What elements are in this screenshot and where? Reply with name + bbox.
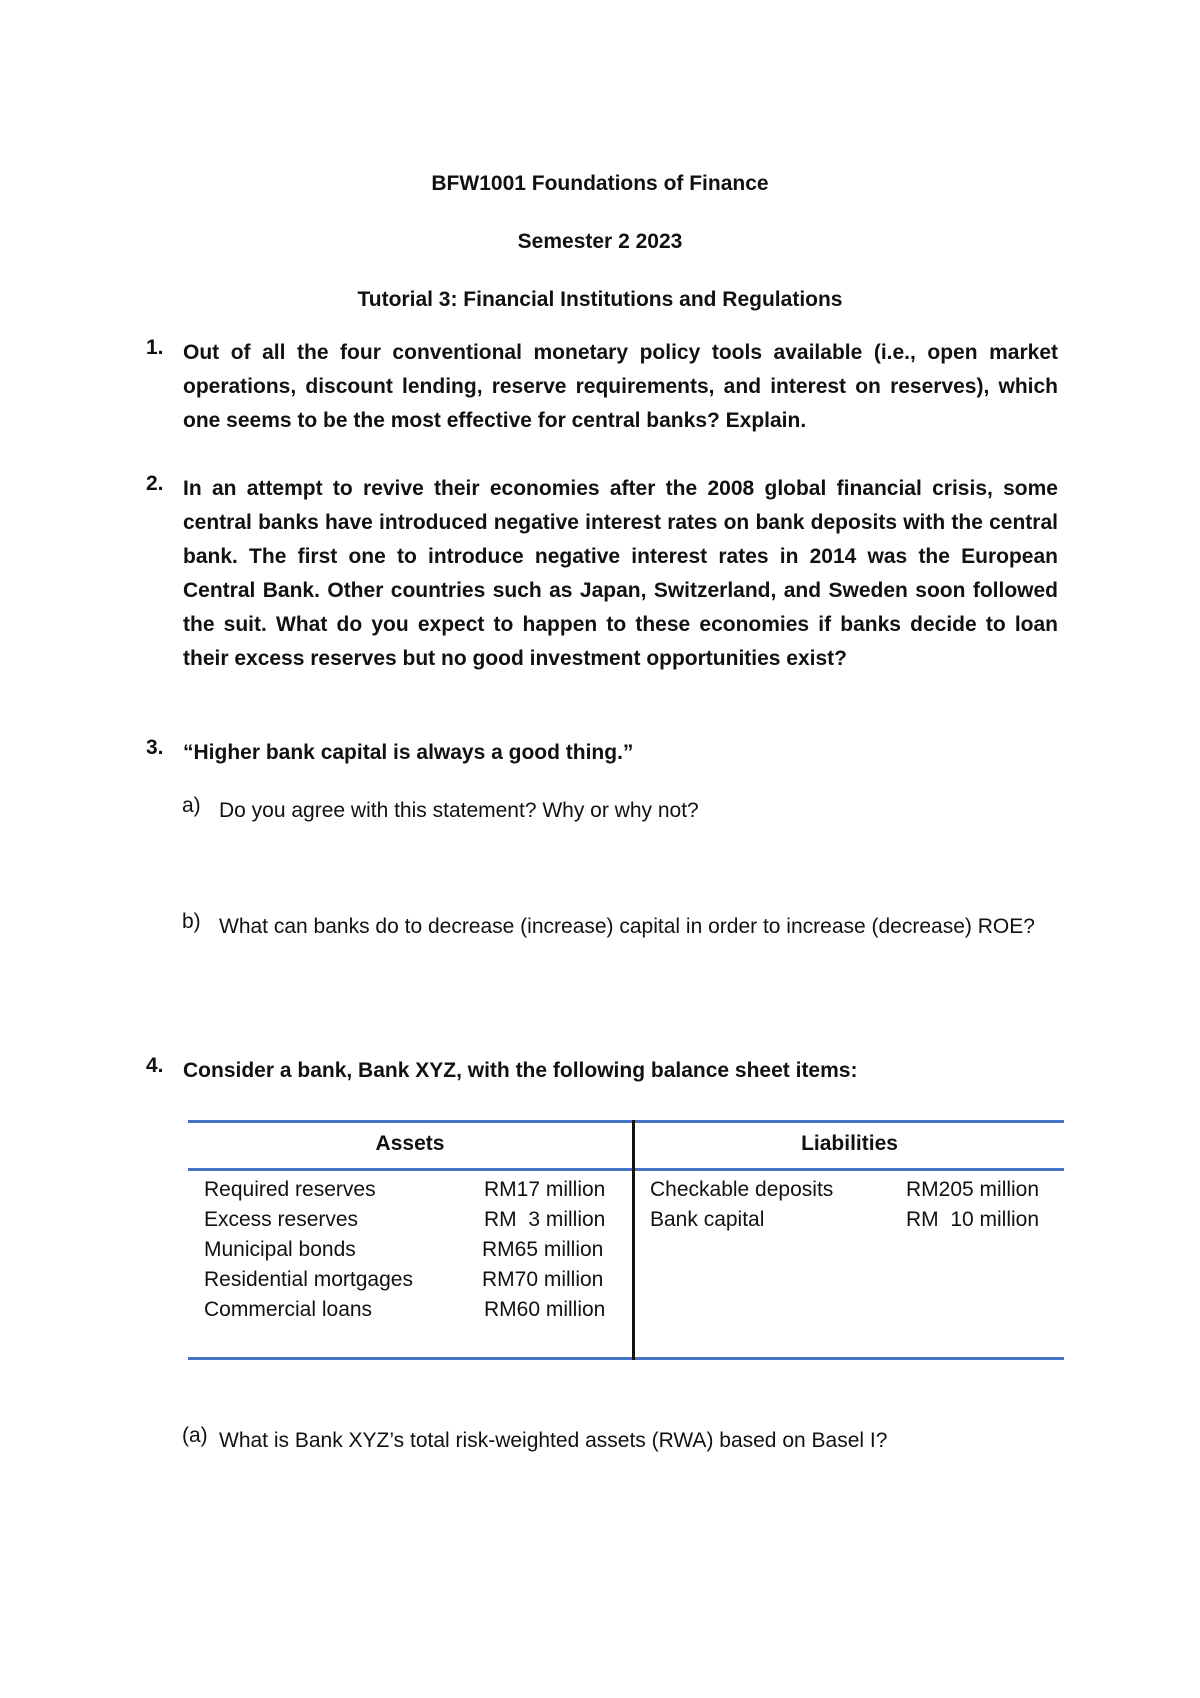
question-4a bbox=[182, 1424, 1058, 1458]
question-3b bbox=[182, 910, 1058, 944]
asset-value: RM65 million bbox=[482, 1238, 604, 1261]
table-bottom-rule bbox=[188, 1357, 1064, 1360]
part-label: a) bbox=[182, 794, 201, 817]
question-text: “Higher bank capital is always a good thing.” bbox=[183, 741, 634, 764]
asset-item: Excess reserves bbox=[204, 1208, 359, 1231]
question-number: 1. bbox=[146, 336, 164, 359]
question-number: 4. bbox=[146, 1054, 164, 1077]
asset-item: Commercial loans bbox=[204, 1298, 373, 1321]
question-number: 2. bbox=[146, 472, 164, 495]
liability-item: Checkable deposits bbox=[650, 1178, 834, 1201]
table-divider bbox=[632, 1120, 635, 1360]
question-4 bbox=[146, 1054, 1058, 1088]
liability-value: RM205 million bbox=[906, 1178, 1040, 1201]
asset-value: RM60 million bbox=[484, 1298, 606, 1321]
part-text: What can banks do to decrease (increase) capital in order to increase (decrease) ROE? bbox=[219, 915, 1035, 938]
part-text: What is Bank XYZ’s total risk-weighted assets (RWA) based on Basel I? bbox=[219, 1429, 888, 1452]
question-text: Consider a bank, Bank XYZ, with the following balance sheet items: bbox=[183, 1059, 858, 1082]
liabilities-header: Liabilities bbox=[801, 1132, 898, 1155]
asset-value: RM17 million bbox=[484, 1178, 606, 1201]
question-text: Out of all the four conventional monetary policy tools available (i.e., open market operations, discount lending, reserve requirements, and interest on reserves), which one seems to be the most effective for central banks? Explain. bbox=[183, 341, 1058, 432]
asset-item: Required reserves bbox=[204, 1178, 376, 1201]
semester-label: Semester 2 2023 bbox=[517, 230, 683, 253]
part-label: (a) bbox=[182, 1424, 208, 1447]
question-3 bbox=[146, 736, 1058, 770]
asset-item: Municipal bonds bbox=[204, 1238, 356, 1261]
question-number: 3. bbox=[146, 736, 164, 759]
part-label: b) bbox=[182, 910, 201, 933]
question-1 bbox=[146, 336, 1058, 438]
liability-value: RM 10 million bbox=[906, 1208, 1040, 1231]
assets-header: Assets bbox=[375, 1132, 445, 1155]
table-header-rule bbox=[188, 1168, 1064, 1171]
question-3a bbox=[182, 794, 1058, 828]
course-title: BFW1001 Foundations of Finance bbox=[431, 172, 769, 195]
part-text: Do you agree with this statement? Why or why not? bbox=[219, 799, 699, 822]
asset-item: Residential mortgages bbox=[204, 1268, 413, 1291]
asset-value: RM70 million bbox=[482, 1268, 604, 1291]
question-text: In an attempt to revive their economies after the 2008 global financial crisis, some central banks have introduced negative interest rates on bank deposits with the central bank. The first one to introduce negative interest rates in 2014 was the European Central Bank. Other countries such as Japan, Switzerland, and Sweden soon followed the suit. What do you expect to happen to these economies if banks decide to loan their excess reserves but no good investment opportunities exist? bbox=[183, 477, 1058, 670]
balance-sheet-table bbox=[188, 1120, 1064, 1360]
table-top-rule bbox=[188, 1120, 1064, 1123]
tutorial-title: Tutorial 3: Financial Institutions and Regulations bbox=[357, 288, 843, 311]
question-2 bbox=[146, 472, 1058, 676]
asset-value: RM 3 million bbox=[484, 1208, 606, 1231]
liability-item: Bank capital bbox=[650, 1208, 765, 1231]
